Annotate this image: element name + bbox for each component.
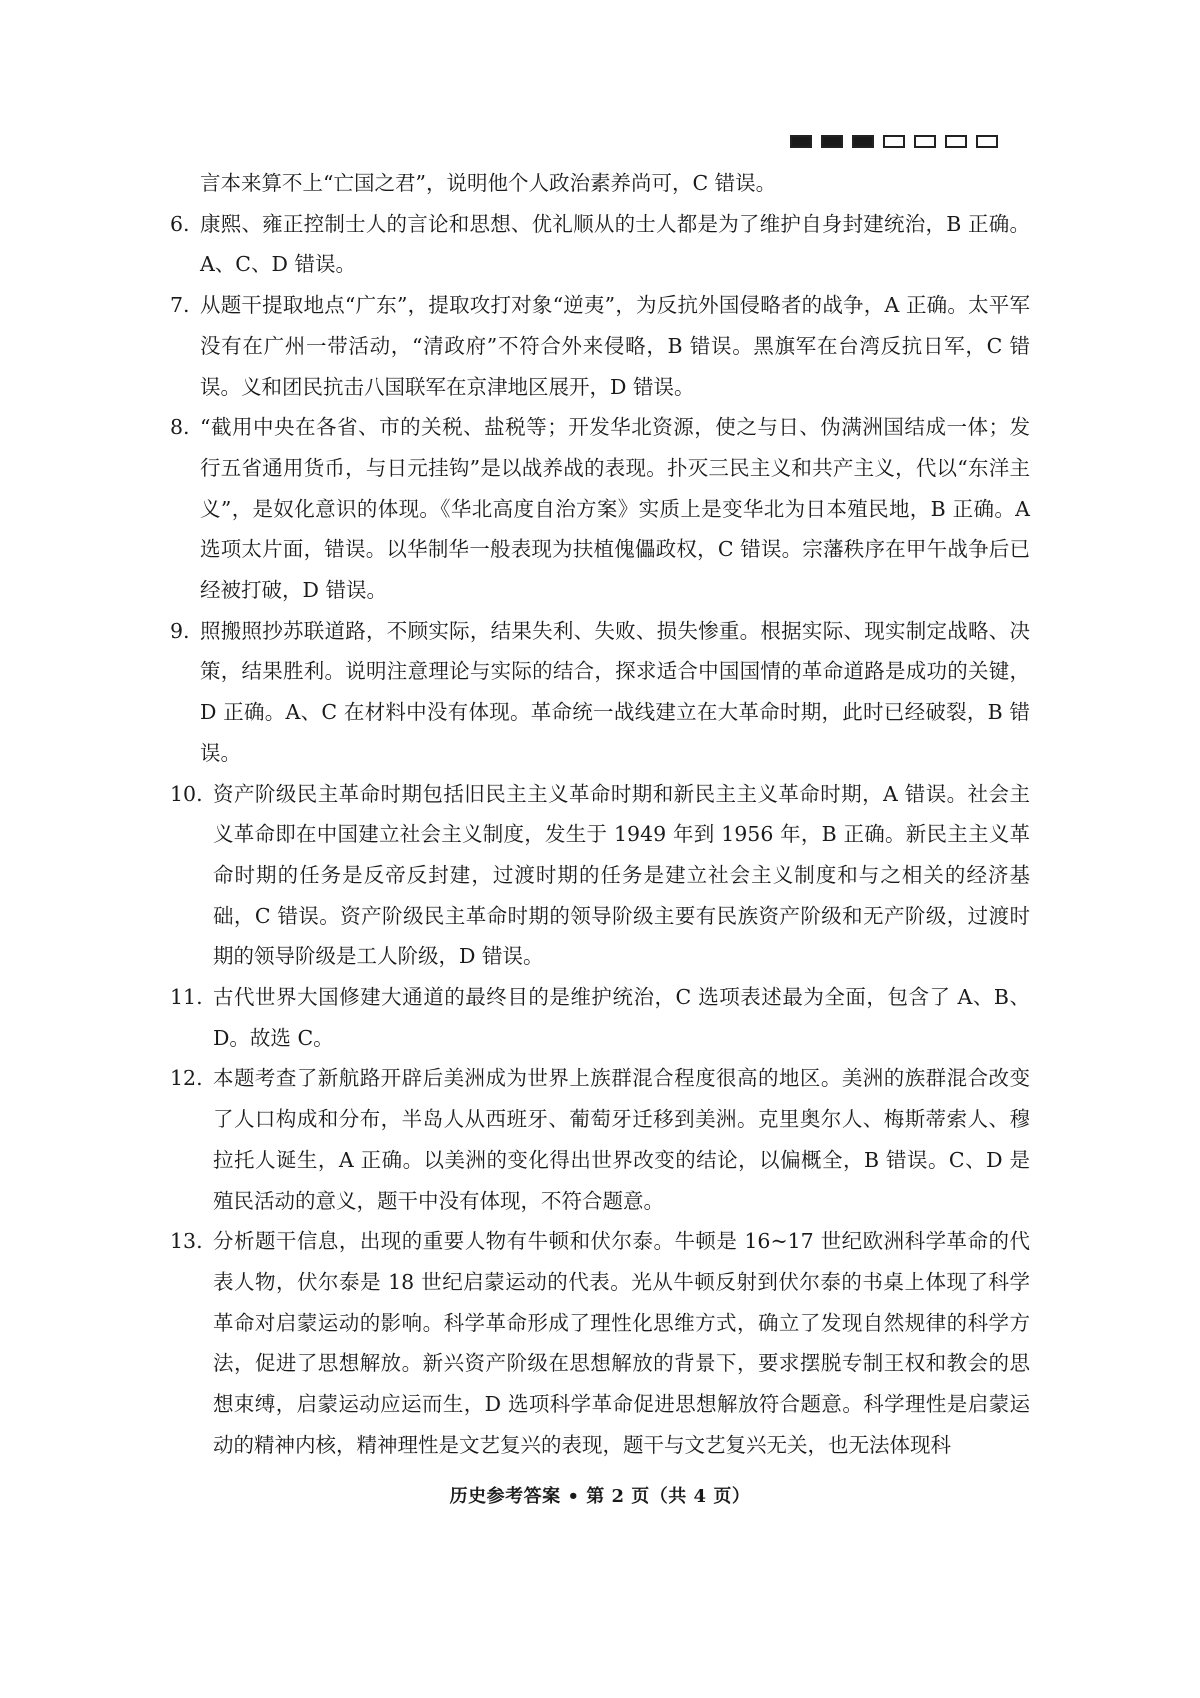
answer-number: 6. [170,211,190,236]
continued-paragraph: 言本来算不上“亡国之君”，说明他个人政治素养尚可，C 错误。 [200,171,777,195]
answer-text: 古代世界大国修建大通道的最终目的是维护统治，C 选项表述最为全面，包含了 A、B、D。故选 C。 [213,985,1030,1050]
answer-item-6 [170,204,1030,285]
answer-number: 9. [170,618,190,643]
progress-mark-empty [976,135,998,148]
answer-text: 照搬照抄苏联道路，不顾实际，结果失利、失败、损失惨重。根据实际、现实制定战略、决策，结果胜利。说明注意理论与实际的结合，探求适合中国国情的革命道路是成功的关键，D 正确。A、C 在材料中没有体现。革命统一战线建立在大革命时期，此时已经破裂，B 错误。 [200,618,1030,765]
answer-number: 12. [170,1066,203,1091]
progress-mark-empty [883,135,905,148]
answer-item-10 [170,774,1030,978]
answer-text: “截用中央在各省、市的关税、盐税等；开发华北资源，使之与日、伪满洲国结成一体；发行五省通用货币，与日元挂钩”是以战养战的表现。扑灭三民主义和共产主义，代以“东洋主义”，是奴化意识的体现。《华北高度自治方案》实质上是变华北为日本殖民地，B 正确。A 选项太片面，错误。以华制华一般表现为扶植傀儡政权，C 错误。宗藩秩序在甲午战争后已经被打破，D 错误。 [200,415,1030,603]
page-progress-marks [790,135,998,148]
answer-text: 从题干提取地点“广东”，提取攻打对象“逆夷”，为反抗外国侵略者的战争，A 正确。太平军没有在广州一带活动，“清政府”不符合外来侵略，B 错误。黑旗军在台湾反抗日军，C 错误。义和团民抗击八国联军在京津地区展开，D 错误。 [200,293,1030,399]
answer-number: 7. [170,293,190,318]
answer-item-13 [170,1221,1030,1465]
answer-item-7 [170,285,1030,407]
answer-number: 13. [170,1229,203,1254]
answer-item-12 [170,1058,1030,1221]
page-footer: 历史参考答案 • 第 2 页（共 4 页） [449,1486,751,1507]
progress-mark-filled [821,135,843,148]
answer-item-8 [170,407,1030,611]
answer-item-11 [170,977,1030,1058]
answer-number: 10. [170,781,203,806]
answer-number: 11. [170,985,203,1010]
answer-text: 康熙、雍正控制士人的言论和思想、优礼顺从的士人都是为了维护自身封建统治，B 正确。A、C、D 错误。 [200,211,1030,277]
answer-text: 分析题干信息，出现的重要人物有牛顿和伏尔泰。牛顿是 16~17 世纪欧洲科学革命的代表人物，伏尔泰是 18 世纪启蒙运动的代表。光从牛顿反射到伏尔泰的书桌上体现了科学革命对启蒙运动的影响。科学革命形成了理性化思维方式，确立了发现自然规律的科学方法，促进了思想解放。新兴资产阶级在思想解放的背景下，要求摆脱专制王权和教会的思想束缚，启蒙运动应运而生，D 选项科学革命促进思想解放符合题意。科学理性是启蒙运动的精神内核，精神理性是文艺复兴的表现，题干与文艺复兴无关，也无法体现科 [213,1229,1030,1457]
progress-mark-empty [945,135,967,148]
answer-content [170,163,1030,1466]
answer-number: 8. [170,415,190,440]
answer-text: 本题考查了新航路开辟后美洲成为世界上族群混合程度很高的地区。美洲的族群混合改变了人口构成和分布，半岛人从西班牙、葡萄牙迁移到美洲。克里奥尔人、梅斯蒂索人、穆拉托人诞生，A 正确。以美洲的变化得出世界改变的结论，以偏概全，B 错误。C、D 是殖民活动的意义，题干中没有体现，不符合题意。 [213,1066,1030,1213]
answer-text: 资产阶级民主革命时期包括旧民主主义革命时期和新民主主义革命时期，A 错误。社会主义革命即在中国建立社会主义制度，发生于 1949 年到 1956 年，B 正确。新民主主义革命时期的任务是反帝反封建，过渡时期的任务是建立社会主义制度和与之相关的经济基础，C 错误。资产阶级民主革命时期的领导阶级主要有民族资产阶级和无产阶级，过渡时期的领导阶级是工人阶级，D 错误。 [213,781,1030,969]
answer-item-9 [170,611,1030,774]
progress-mark-filled [852,135,874,148]
progress-mark-empty [914,135,936,148]
progress-mark-filled [790,135,812,148]
